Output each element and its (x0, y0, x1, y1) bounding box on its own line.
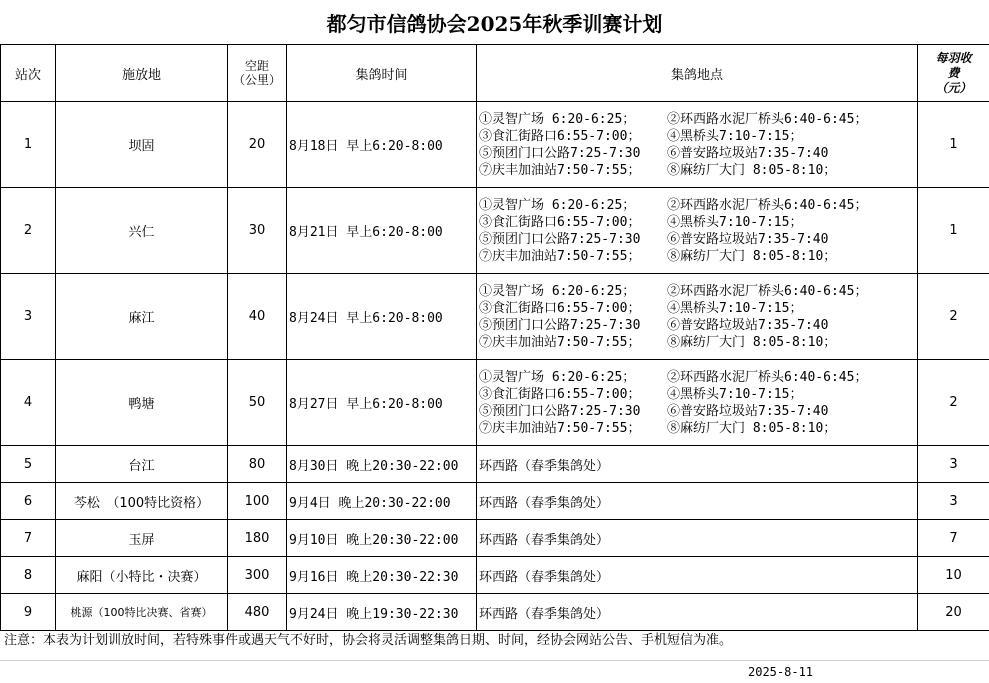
location-6: ⑥普安路垃圾站7:35-7:40 (667, 317, 829, 333)
distance-km: 30 (228, 188, 287, 274)
distance-km: 40 (228, 274, 287, 360)
location-1: ①灵智广场 6:20-6:25； (479, 369, 636, 385)
collect-place-text: 环西路（春季集鸽处） (479, 495, 610, 511)
location-1: ①灵智广场 6:20-6:25； (479, 197, 636, 213)
header-fee (918, 45, 989, 102)
location-8: ⑧麻纺厂大门 8:05-8:10； (667, 248, 837, 264)
station-number: 6 (1, 483, 56, 520)
header-row (1, 45, 989, 102)
distance-km: 50 (228, 360, 287, 446)
station-number: 3 (1, 274, 56, 360)
location-2: ②环西路水泥厂桥头6:40-6:45； (667, 197, 868, 213)
table-row (1, 102, 989, 188)
collect-place-text: 环西路（春季集鸽处） (479, 569, 610, 585)
header-release-site: 施放地 (56, 45, 228, 102)
release-site: 台江 (56, 446, 228, 483)
collect-places (477, 360, 918, 446)
collect-time: 9月24日 晚上19:30-22:30 (287, 594, 477, 631)
header-station: 站次 (1, 45, 56, 102)
location-3: ③食汇街路口6:55-7:00； (479, 300, 641, 316)
table-row (1, 360, 989, 446)
location-6: ⑥普安路垃圾站7:35-7:40 (667, 231, 829, 247)
table-row (1, 483, 989, 520)
training-schedule-table (0, 44, 989, 631)
fee-per-bird: 7 (918, 520, 989, 557)
release-site: 玉屏 (56, 520, 228, 557)
collect-time: 8月18日 早上6:20-8:00 (287, 102, 477, 188)
location-7: ⑦庆丰加油站7:50-7:55； (479, 162, 641, 178)
divider (0, 660, 989, 661)
header-collect-place: 集鸽地点 (477, 45, 918, 102)
location-8: ⑧麻纺厂大门 8:05-8:10； (667, 162, 837, 178)
location-2: ②环西路水泥厂桥头6:40-6:45； (667, 283, 868, 299)
location-7: ⑦庆丰加油站7:50-7:55； (479, 420, 641, 436)
table-row (1, 594, 989, 631)
location-3: ③食汇街路口6:55-7:00； (479, 386, 641, 402)
header-fee-line3: （元） (935, 80, 972, 95)
collect-time: 8月30日 晚上20:30-22:00 (287, 446, 477, 483)
location-3: ③食汇街路口6:55-7:00； (479, 214, 641, 230)
header-distance-line1: 空距 (244, 59, 269, 73)
collect-places (477, 188, 918, 274)
location-7: ⑦庆丰加油站7:50-7:55； (479, 248, 641, 264)
station-number: 1 (1, 102, 56, 188)
collect-place-text: 环西路（春季集鸽处） (479, 606, 610, 622)
collect-places (477, 274, 918, 360)
location-4: ④黑桥头7:10-7:15； (667, 386, 803, 402)
release-site: 桃源（100特比决赛、省赛） (56, 594, 228, 631)
location-4: ④黑桥头7:10-7:15； (667, 214, 803, 230)
station-number: 4 (1, 360, 56, 446)
distance-km: 480 (228, 594, 287, 631)
table-row (1, 274, 989, 360)
collect-places (477, 102, 918, 188)
fee-per-bird: 10 (918, 557, 989, 594)
location-1: ①灵智广场 6:20-6:25； (479, 283, 636, 299)
location-2: ②环西路水泥厂桥头6:40-6:45； (667, 111, 868, 127)
location-3: ③食汇街路口6:55-7:00； (479, 128, 641, 144)
table-row (1, 557, 989, 594)
location-5: ⑤预团门口公路7:25-7:30 (479, 145, 641, 161)
release-site: 芩松 （100特比资格） (56, 483, 228, 520)
distance-km: 300 (228, 557, 287, 594)
fee-per-bird: 3 (918, 483, 989, 520)
document-title: 都匀市信鸽协会2025年秋季训赛计划 (326, 11, 663, 36)
release-site: 麻江 (56, 274, 228, 360)
collect-places (477, 557, 918, 594)
header-distance-line2: （公里） (232, 73, 281, 87)
fee-per-bird: 2 (918, 360, 989, 446)
station-number: 5 (1, 446, 56, 483)
station-number: 8 (1, 557, 56, 594)
collect-places (477, 594, 918, 631)
issue-date: 2025-8-11 (748, 665, 814, 679)
location-5: ⑤预团门口公路7:25-7:30 (479, 403, 641, 419)
distance-km: 100 (228, 483, 287, 520)
collect-time: 8月24日 早上6:20-8:00 (287, 274, 477, 360)
station-number: 9 (1, 594, 56, 631)
collect-time: 8月27日 早上6:20-8:00 (287, 360, 477, 446)
distance-km: 20 (228, 102, 287, 188)
location-1: ①灵智广场 6:20-6:25； (479, 111, 636, 127)
header-fee-line1: 每羽收 (935, 50, 972, 65)
fee-per-bird: 20 (918, 594, 989, 631)
collect-place-text: 环西路（春季集鸽处） (479, 532, 610, 548)
station-number: 2 (1, 188, 56, 274)
release-site: 鸭塘 (56, 360, 228, 446)
fee-per-bird: 1 (918, 102, 989, 188)
release-site: 坝固 (56, 102, 228, 188)
fee-per-bird: 1 (918, 188, 989, 274)
collect-time: 9月4日 晚上20:30-22:00 (287, 483, 477, 520)
header-collect-time: 集鸽时间 (287, 45, 477, 102)
location-6: ⑥普安路垃圾站7:35-7:40 (667, 145, 829, 161)
location-7: ⑦庆丰加油站7:50-7:55； (479, 334, 641, 350)
header-distance (228, 45, 287, 102)
location-8: ⑧麻纺厂大门 8:05-8:10； (667, 334, 837, 350)
schedule-note: 注意：本表为计划训放时间，若特殊事件或遇天气不好时，协会将灵活调整集鸽日期、时间，经协会网站公告、手机短信为准。 (4, 633, 733, 648)
collect-place-text: 环西路（春季集鸽处） (479, 458, 610, 474)
release-site: 兴仁 (56, 188, 228, 274)
header-fee-line2: 费 (947, 65, 960, 80)
fee-per-bird: 2 (918, 274, 989, 360)
station-number: 7 (1, 520, 56, 557)
location-5: ⑤预团门口公路7:25-7:30 (479, 317, 641, 333)
collect-places (477, 446, 918, 483)
release-site: 麻阳（小特比・决赛） (56, 557, 228, 594)
distance-km: 180 (228, 520, 287, 557)
location-8: ⑧麻纺厂大门 8:05-8:10； (667, 420, 837, 436)
location-4: ④黑桥头7:10-7:15； (667, 128, 803, 144)
collect-places (477, 520, 918, 557)
table-row (1, 520, 989, 557)
location-4: ④黑桥头7:10-7:15； (667, 300, 803, 316)
collect-places (477, 483, 918, 520)
table-row (1, 446, 989, 483)
collect-time: 9月10日 晚上20:30-22:00 (287, 520, 477, 557)
distance-km: 80 (228, 446, 287, 483)
table-row (1, 188, 989, 274)
fee-per-bird: 3 (918, 446, 989, 483)
location-2: ②环西路水泥厂桥头6:40-6:45； (667, 369, 868, 385)
location-6: ⑥普安路垃圾站7:35-7:40 (667, 403, 829, 419)
location-5: ⑤预团门口公路7:25-7:30 (479, 231, 641, 247)
collect-time: 9月16日 晚上20:30-22:30 (287, 557, 477, 594)
collect-time: 8月21日 早上6:20-8:00 (287, 188, 477, 274)
